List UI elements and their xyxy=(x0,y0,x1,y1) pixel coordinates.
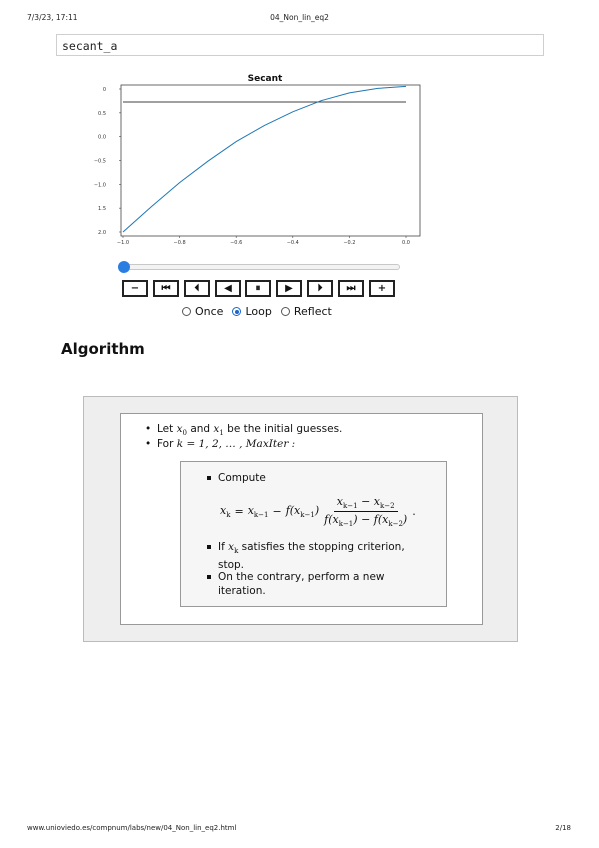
y-tick-label: 2.0 xyxy=(98,230,106,236)
secant-chart xyxy=(88,66,428,252)
frame-slider-track[interactable] xyxy=(121,264,400,270)
radio-loop-label: Loop xyxy=(245,305,272,318)
x-tick-label: −0.2 xyxy=(343,240,356,246)
x-tick-label: −1.0 xyxy=(116,240,130,246)
x-tick-label: −0.8 xyxy=(173,240,186,246)
radio-reflect[interactable] xyxy=(281,307,290,316)
function-curve xyxy=(123,86,406,232)
list-item: • For k = 1, 2, … , MaxIter : xyxy=(157,437,295,451)
y-tick-label: −0.5 xyxy=(93,158,106,165)
y-tick-label: 0 xyxy=(102,87,106,93)
previous-frame-button[interactable]: ⏴ xyxy=(184,280,210,297)
decrease-speed-button[interactable]: − xyxy=(122,280,148,297)
radio-loop[interactable] xyxy=(232,307,241,316)
print-date: 7/3/23, 17:11 xyxy=(27,13,78,22)
play-button[interactable]: ▶ xyxy=(276,280,302,297)
page-number: 2/18 xyxy=(555,824,571,832)
play-reverse-button[interactable]: ◀ xyxy=(215,280,241,297)
y-tick-label: 0.0 xyxy=(98,134,106,141)
secant-formula: $x_k$ = $x_{k-1}$ − $f(x_{k-1})$ $\frac{x_{k-1} - x_{k-2}}{f(x_{k-1}) - f(x_{k-2})}$ . xyxy=(220,495,416,529)
x-tick-label: −0.4 xyxy=(286,240,299,246)
last-frame-button[interactable]: ⏭ xyxy=(338,280,364,297)
radio-once[interactable] xyxy=(182,307,191,316)
x-tick-label: 0.0 xyxy=(402,240,410,246)
y-tick-label: 1.5 xyxy=(98,206,106,213)
list-item: If $x_k$ satisfies the stopping criterion, stop. xyxy=(218,541,405,572)
pause-button[interactable]: ⏸ xyxy=(245,280,271,297)
radio-once-label: Once xyxy=(195,305,224,318)
next-frame-button[interactable]: ⏵ xyxy=(307,280,333,297)
first-frame-button[interactable]: ⏮ xyxy=(153,280,179,297)
list-item: On the contrary, perform a new iteration. xyxy=(218,571,385,597)
print-title: 04_Non_lin_eq2 xyxy=(270,13,329,22)
chart-title: Secant xyxy=(247,74,283,84)
frame-slider-thumb[interactable] xyxy=(118,261,130,273)
algorithm-heading: Algorithm xyxy=(61,340,145,358)
loop-mode-selector xyxy=(182,305,341,318)
plot-frame xyxy=(121,85,420,236)
increase-speed-button[interactable]: + xyxy=(369,280,395,297)
list-item: • Let $x_0$ and $x_1$ be the initial guesses. xyxy=(157,422,342,440)
print-url: www.unioviedo.es/compnum/labs/new/04_Non_lin_eq2.html xyxy=(27,824,237,832)
y-tick-label: −1.0 xyxy=(93,182,106,189)
radio-reflect-label: Reflect xyxy=(293,305,332,318)
list-item: Compute xyxy=(218,472,266,484)
code-cell-input[interactable]: secant_a xyxy=(56,34,544,56)
y-tick-label: 0.5 xyxy=(98,110,106,117)
x-tick-label: −0.6 xyxy=(230,240,243,246)
